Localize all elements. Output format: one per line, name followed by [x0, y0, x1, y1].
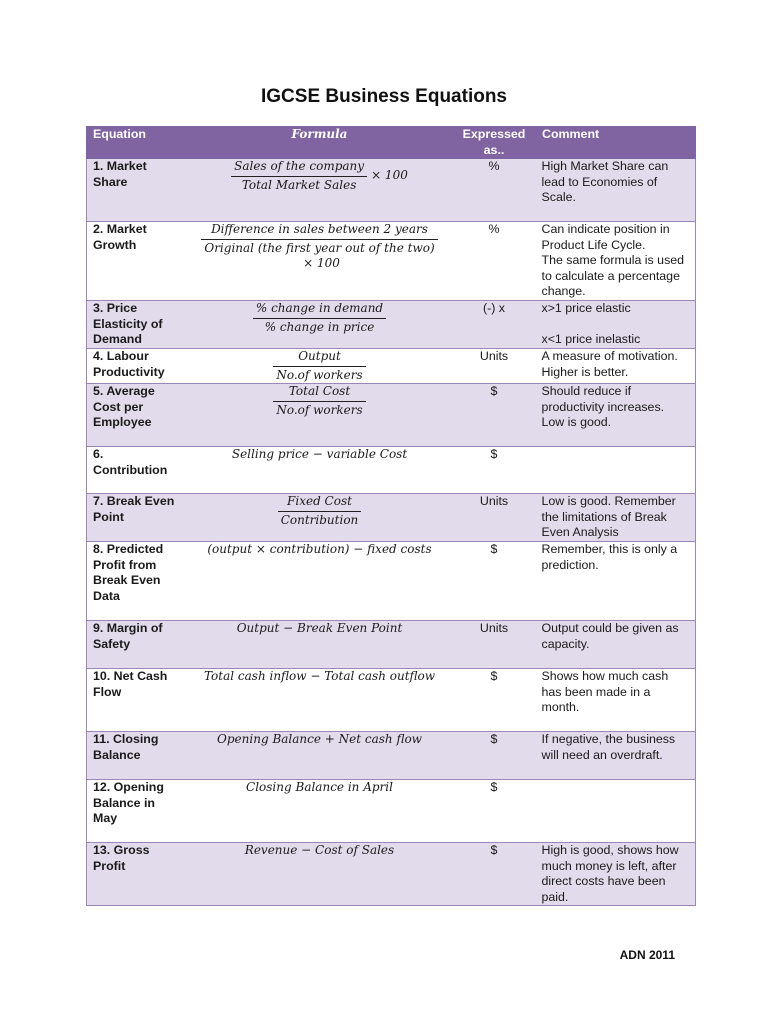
expressed-as: $ [453, 843, 536, 906]
table-row [87, 222, 696, 301]
expressed-as: $ [453, 447, 536, 494]
header-formula: Formula [187, 127, 453, 159]
expressed-as: Units [453, 349, 536, 384]
formula-numerator: Difference in sales between 2 years [201, 222, 437, 240]
formula-denominator: No.of workers [276, 367, 363, 382]
table-row [87, 669, 696, 732]
table-row [87, 843, 696, 906]
formula-multiplier: × 100 [303, 256, 340, 270]
formula-numerator: Output [273, 349, 365, 367]
table-row [87, 159, 696, 222]
formula-denominator: Original (the first year out of the two) [204, 240, 435, 255]
formula-text: Output − Break Even Point [236, 621, 403, 635]
formula-cell [187, 159, 453, 222]
equation-name: 4. Labour Productivity [87, 349, 187, 384]
formula-text: (output × contribution) − fixed costs [207, 542, 432, 556]
formula-cell [187, 621, 453, 669]
table-row [87, 621, 696, 669]
formula-cell [187, 494, 453, 542]
equation-name: 11. Closing Balance [87, 732, 187, 780]
table-row [87, 542, 696, 621]
table-row [87, 384, 696, 447]
comment: Remember, this is only a prediction. [536, 542, 696, 621]
table-row [87, 349, 696, 384]
comment: Should reduce if productivity increases. Low is good. [536, 384, 696, 447]
comment: x>1 price elastic x<1 price inelastic [536, 301, 696, 349]
comment: High Market Share can lead to Economies of Scale. [536, 159, 696, 222]
formula-fraction [201, 222, 437, 256]
expressed-as: % [453, 222, 536, 301]
equation-name: 8. Predicted Profit from Break Even Data [87, 542, 187, 621]
comment [536, 447, 696, 494]
expressed-as: (-) x [453, 301, 536, 349]
formula-cell [187, 843, 453, 906]
formula-cell [187, 384, 453, 447]
header-expressed: Expressed as.. [453, 127, 536, 159]
formula-numerator: Fixed Cost [278, 494, 362, 512]
footer-credit: ADN 2011 [619, 948, 675, 962]
equation-name: 12. Opening Balance in May [87, 780, 187, 843]
comment: Output could be given as capacity. [536, 621, 696, 669]
equation-name: 7. Break Even Point [87, 494, 187, 542]
formula-cell [187, 732, 453, 780]
comment: High is good, shows how much money is left, after direct costs have been paid. [536, 843, 696, 906]
expressed-as: Units [453, 621, 536, 669]
formula-cell [187, 349, 453, 384]
formula-text: Opening Balance + Net cash flow [217, 732, 422, 746]
table-row [87, 780, 696, 843]
formula-numerator: % change in demand [253, 301, 386, 319]
comment: Can indicate position in Product Life Cycle. The same formula is used to calculate a percentage change. [536, 222, 696, 301]
expressed-as: $ [453, 669, 536, 732]
formula-numerator: Sales of the company [231, 159, 367, 177]
formula-fraction [273, 384, 365, 418]
table-header-row [87, 127, 696, 159]
formula-denominator: Contribution [280, 512, 359, 527]
formula-cell [187, 447, 453, 494]
expressed-as: Units [453, 494, 536, 542]
page-title: IGCSE Business Equations [261, 86, 507, 107]
formula-text: Closing Balance in April [246, 780, 393, 794]
table-body [87, 159, 696, 906]
formula-fraction [253, 301, 386, 335]
formula-denominator: Total Market Sales [241, 177, 357, 192]
formula-text: Total cash inflow − Total cash outflow [203, 669, 436, 683]
comment: If negative, the business will need an overdraft. [536, 732, 696, 780]
table-row [87, 732, 696, 780]
expressed-as: $ [453, 384, 536, 447]
equation-name: 10. Net Cash Flow [87, 669, 187, 732]
equation-name: 2. Market Growth [87, 222, 187, 301]
formula-fraction [278, 494, 362, 528]
equation-name: 1. Market Share [87, 159, 187, 222]
formula-multiplier: × 100 [371, 168, 408, 183]
formula-text: Revenue − Cost of Sales [244, 843, 395, 857]
table-row [87, 494, 696, 542]
equations-table [86, 126, 696, 906]
equation-name: 9. Margin of Safety [87, 621, 187, 669]
table-row [87, 301, 696, 349]
equation-name: 13. Gross Profit [87, 843, 187, 906]
equation-name: 5. Average Cost per Employee [87, 384, 187, 447]
expressed-as: $ [453, 542, 536, 621]
expressed-as: % [453, 159, 536, 222]
formula-cell [187, 669, 453, 732]
header-equation: Equation [87, 127, 187, 159]
comment: Shows how much cash has been made in a month. [536, 669, 696, 732]
equation-name: 3. Price Elasticity of Demand [87, 301, 187, 349]
header-comment: Comment [536, 127, 696, 159]
formula-fraction [231, 159, 367, 193]
comment: A measure of motivation. Higher is better. [536, 349, 696, 384]
comment: Low is good. Remember the limitations of Break Even Analysis [536, 494, 696, 542]
formula-denominator: % change in price [264, 319, 375, 334]
formula-fraction [273, 349, 365, 383]
formula-cell [187, 780, 453, 843]
equation-name: 6. Contribution [87, 447, 187, 494]
formula-cell [187, 542, 453, 621]
formula-numerator: Total Cost [273, 384, 365, 402]
formula-cell [187, 301, 453, 349]
formula-cell [187, 222, 453, 301]
expressed-as: $ [453, 780, 536, 843]
formula-denominator: No.of workers [276, 402, 363, 417]
formula-text: Selling price − variable Cost [231, 447, 408, 461]
comment [536, 780, 696, 843]
expressed-as: $ [453, 732, 536, 780]
table-row [87, 447, 696, 494]
